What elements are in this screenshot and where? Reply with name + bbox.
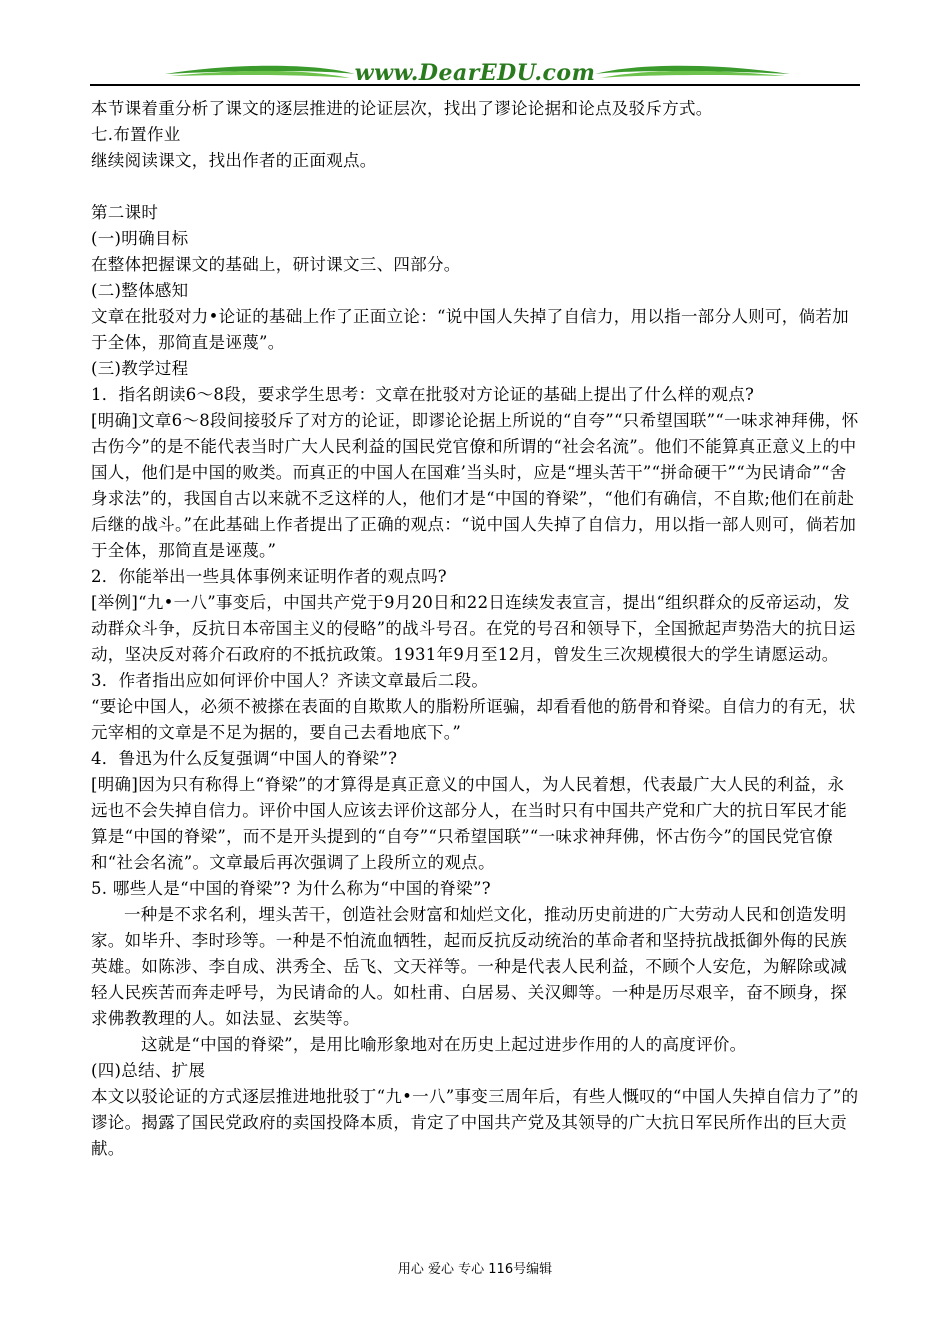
lesson-title: 第二课时 <box>91 203 159 222</box>
section-heading: (一)明确目标 <box>91 229 189 248</box>
paragraph: 继续阅读课文，找出作者的正面观点。 <box>91 151 377 170</box>
question: 2．你能举出一些具体事例来证明作者的观点吗? <box>91 567 447 586</box>
section-heading: (四)总结、扩展 <box>91 1061 206 1080</box>
question: 3．作者指出应如何评价中国人？齐读文章最后二段。 <box>91 671 489 690</box>
paragraph: 本节课着重分析了课文的逐层推进的论证层次，找出了谬论论据和论点及驳斥方式。 <box>91 99 713 118</box>
paragraph: [明确]文章6～8段间接驳斥了对方的论证，即谬论论据上所说的“自夸”“只希望国联”“一味求神拜佛，怀古伤今”的是不能代表当时广大人民利益的国民党官僚和所谓的“社会名流”。他们不能算真正意义上的中国人，他们是中国的败类。而真正的中国人在国难’当头时，应是“埋头苦干”“拼命硬干”“为民请命”“舍身求法”的，我国自古以来就不乏这样的人，他们才是“中国的脊梁”，“他们有确信，不自欺;他们在前赴后继的战斗。”在此基础上作者提出了正确的观点：“说中国人失掉了自信力，用以指一部人则可，倘若加于全体，那简直是诬蔑。” <box>91 411 859 560</box>
section-heading: (二)整体感知 <box>91 281 189 300</box>
paragraph: [举例]“九•一八”事变后，中国共产党于9月20日和22日连续发表宣言，提出“组织群众的反帝运动，发动群众斗争，反抗日本帝国主义的侵略”的战斗号召。在党的号召和领导下，全国掀起声势浩大的抗日运动，坚决反对蒋介石政府的不抵抗政策。1931年9月至12月，曾发生三次规模很大的学生请愿运动。 <box>91 593 856 664</box>
page-header <box>90 58 860 92</box>
quote: “要论中国人，必须不被搽在表面的自欺欺人的脂粉所诓骗，却看看他的筋骨和脊梁。自信力的有无，状元宰相的文章是不足为据的，要自己去看地底下。” <box>91 697 856 742</box>
question: 5. 哪些人是“中国的脊梁”? 为什么称为“中国的脊梁”? <box>91 879 491 898</box>
paragraph: [明确]因为只有称得上“脊梁”的才算得是真正意义的中国人，为人民着想，代表最广大人民的利益，永远也不会失掉自信力。评价中国人应该去评价这部分人，在当时只有中国共产党和广大的抗日军民才能算是“中国的脊梁”，而不是开头提到的“自夸”“只希望国联”“一味求神拜佛，怀古伤今”的国民党官僚和“社会名流”。文章最后再次强调了上段所立的观点。 <box>91 775 847 872</box>
paragraph: 文章在批驳对力•论证的基础上作了正面立论：“说中国人失掉了自信力，用以指一部分人则可，倘若加于全体，那简直是诬蔑”。 <box>91 307 849 352</box>
paragraph: 在整体把握课文的基础上，研讨课文三、四部分。 <box>91 255 461 274</box>
site-logo[interactable]: www.DearEDU.com <box>354 60 596 86</box>
header-divider <box>90 84 860 86</box>
question: 1．指名朗读6～8段，要求学生思考：文章在批驳对方论证的基础上提出了什么样的观点? <box>91 385 755 404</box>
question: 4．鲁迅为什么反复强调“中国人的脊梁”? <box>91 749 398 768</box>
paragraph: 一种是不求名利，埋头苦干，创造社会财富和灿烂文化，推动历史前进的广大劳动人民和创造发明家。如毕升、李时珍等。一种是不怕流血牺牲，起而反抗反动统治的革命者和坚持抗战抵御外侮的民族英雄。如陈涉、李自成、洪秀全、岳飞、文天祥等。一种是代表人民利益，不顾个人安危，为解除或减轻人民疾苦而奔走呼号，为民请命的人。如杜甫、白居易、关汉卿等。一种是历尽艰辛，奋不顾身，探求佛教教理的人。如法显、玄奘等。 <box>91 905 847 1028</box>
section-heading: (三)教学过程 <box>91 359 189 378</box>
paragraph: 本文以驳论证的方式逐层推进地批驳丁“九•一八”事变三周年后，有些人慨叹的“中国人失掉自信力了”的谬论。揭露了国民党政府的卖国投降本质，肯定了中国共产党及其领导的广大抗日军民所作出的巨大贡献。 <box>91 1087 859 1158</box>
document-body <box>91 96 861 1162</box>
section-heading: 七.布置作业 <box>91 125 181 144</box>
paragraph: 这就是“中国的脊梁”，是用比喻形象地对在历史上起过进步作用的人的高度评价。 <box>141 1035 747 1054</box>
blank-line <box>91 174 861 200</box>
page-footer: 用心 爱心 专心 116号编辑 <box>397 1262 553 1277</box>
